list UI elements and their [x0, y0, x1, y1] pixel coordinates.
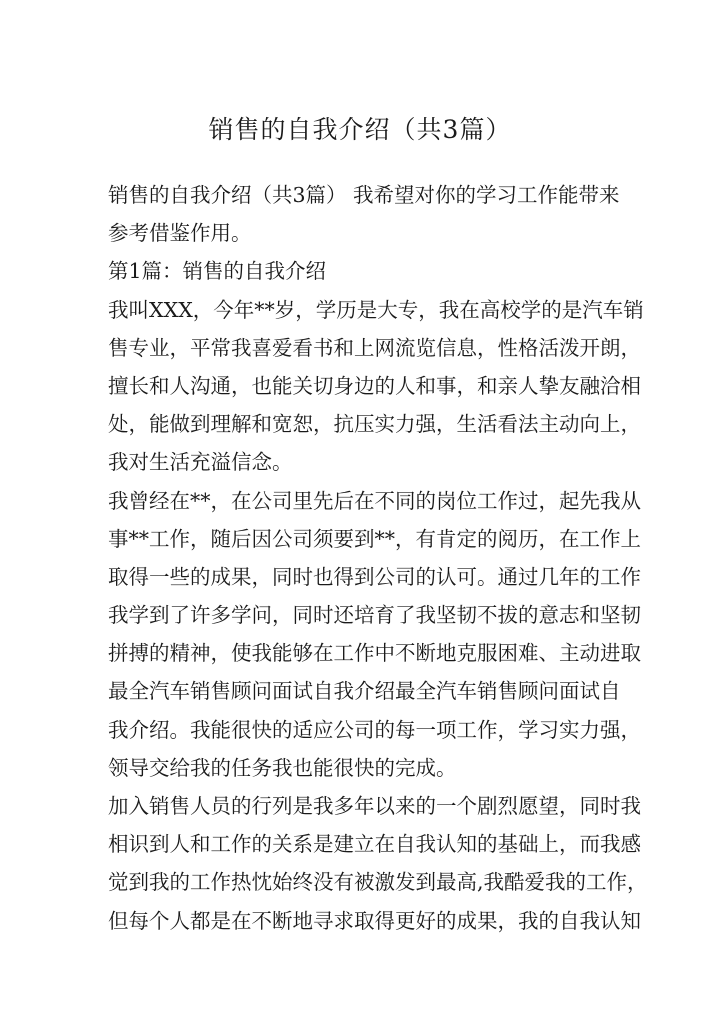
paragraph-line: 第1篇：销售的自我介绍	[108, 259, 327, 284]
paragraph-line: 但每个人都是在不断地寻求取得更好的成果，我的自我认知	[108, 908, 641, 933]
document-body	[108, 176, 648, 940]
paragraph-line: 事**工作，随后因公司须要到**，有肯定的阅历，在工作上	[108, 526, 641, 551]
paragraph-line: 我对生活充溢信念。	[108, 450, 293, 475]
paragraph-line: 取得一些的成果，同时也得到公司的认可。通过几年的工作	[108, 564, 641, 589]
paragraph-line: 销售的自我介绍（共3篇） 我希望对你的学习工作能带来	[108, 183, 620, 207]
paragraph-line: 加入销售人员的行列是我多年以来的一个剧烈愿望，同时我	[108, 794, 641, 818]
document-title: 销售的自我介绍（共3篇）	[208, 115, 512, 144]
paragraph-line: 领导交给我的任务我也能很快的完成。	[108, 755, 457, 780]
paragraph-line: 我曾经在**，在公司里先后在不同的岗位工作过，起先我从	[108, 488, 641, 513]
paragraph-line: 擅长和人沟通，也能关切身边的人和事，和亲人挚友融洽相	[108, 373, 641, 398]
paragraph-line: 售专业，平常我喜爱看书和上网流览信息，性格活泼开朗，	[108, 335, 641, 360]
paragraph-line: 参考借鉴作用。	[108, 221, 252, 246]
paragraph-line: 拼搏的精神，使我能够在工作中不断地克服困难、主动进取	[108, 641, 641, 666]
paragraph-line: 我叫XXX，今年**岁，学历是大专，我在高校学的是汽车销	[108, 297, 644, 322]
paragraph-line: 处，能做到理解和宽恕，抗压实力强，生活看法主动向上，	[108, 412, 641, 437]
paragraph-line: 相识到人和工作的关系是建立在自我认知的基础上，而我感	[108, 832, 641, 857]
paragraph-line: 最全汽车销售顾问面试自我介绍最全汽车销售顾问面试自	[108, 679, 621, 704]
paragraph-line: 我介绍。我能很快的适应公司的每一项工作，学习实力强，	[108, 717, 641, 742]
paragraph-line: 我学到了许多学问，同时还培育了我坚韧不拔的意志和坚韧	[108, 603, 641, 628]
paragraph-line: 觉到我的工作热忱始终没有被激发到最高,我酷爱我的工作，	[108, 870, 648, 895]
